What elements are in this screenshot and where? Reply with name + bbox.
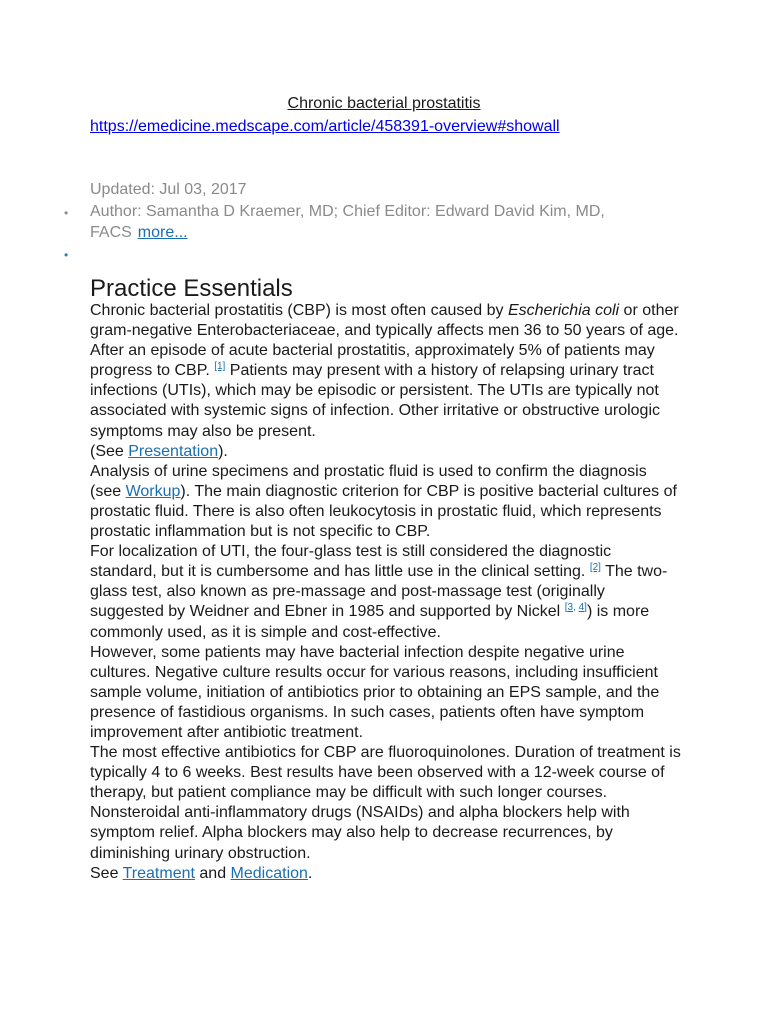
- updated-date: Updated: Jul 03, 2017: [90, 181, 247, 198]
- treatment-link[interactable]: Treatment: [122, 864, 195, 882]
- author-text: Author: Samantha D Kraemer, MD; Chief Editor: Edward David Kim, MD, FACS: [90, 203, 605, 241]
- text-span: or other gram-negative Enterobacteriaceae, and typically affects men 36 to 50 years of age. After an episode of acute bacterial prostatitis, approximately 5% of patients may progress to CBP.: [90, 302, 679, 380]
- author-line: [90, 201, 650, 243]
- text-span: Analysis of urine specimens and prostatic fluid is used to confirm the diagnosis (see: [90, 462, 647, 500]
- medication-link[interactable]: Medication: [230, 864, 308, 882]
- workup-link[interactable]: Workup: [125, 482, 181, 500]
- text-span: See: [90, 864, 123, 882]
- paragraph-antibiotics: The most effective antibiotics for CBP are fluoroquinolones. Duration of treatment is typically 4 to 6 weeks. Best results have been observed with a 12-week course of therapy, but patient compliance may be difficult with such longer courses. Nonsteroidal anti-inflammatory drugs (NSAIDs) and alpha blockers help with symptom relief. Alpha blockers may also help to decrease recurrences, by diminishing urinary obstruction.: [90, 744, 681, 862]
- text-span: Patients may present with a history of relapsing urinary tract infections (UTIs), which may be episodic or persistent. The UTIs are typically not associated with systemic signs of infection. Other irritative or obstructive urologic symptoms may also be present.: [90, 362, 661, 440]
- text-span: Chronic bacterial prostatitis (CBP) is most often caused by: [90, 302, 508, 319]
- paragraph-see-treatment: [90, 864, 682, 884]
- article-url-link[interactable]: https://emedicine.medscape.com/article/458391-overview#showall: [90, 118, 560, 135]
- more-link[interactable]: more...: [137, 224, 188, 241]
- paragraph-diagnosis: [90, 462, 682, 542]
- section-heading: Practice Essentials: [90, 275, 293, 302]
- ref-separator: ,: [573, 602, 579, 614]
- reference-2[interactable]: [590, 562, 601, 573]
- organism-name: Escherichia coli: [507, 302, 620, 319]
- reference-link[interactable]: [2]: [589, 562, 601, 574]
- text-span: For localization of UTI, the four-glass test is still considered the diagnostic standard, but it is cumbersome and has little use in the clinical setting.: [90, 543, 612, 581]
- reference-3-4: [565, 602, 587, 613]
- paragraph-see-presentation: [90, 442, 682, 462]
- paragraph-negative-cultures: However, some patients may have bacterial infection despite negative urine cultures. Negative culture results occur for various reasons, including insufficient sample volume, initiation of antibiotics prior to obtaining an EPS sample, and the presence of fastidious organisms. In such cases, patients often have symptom improvement after antibiotic treatment.: [90, 643, 660, 741]
- article-body: [90, 301, 682, 884]
- ref-bracket: [: [564, 602, 568, 614]
- text-span: .: [307, 864, 313, 882]
- ref-bracket: ]: [584, 602, 587, 614]
- bullet-icon: •: [64, 248, 69, 262]
- bullet-icon: •: [64, 206, 69, 220]
- paragraph-intro: [90, 301, 682, 442]
- presentation-link[interactable]: Presentation: [128, 442, 219, 460]
- reference-1[interactable]: [214, 361, 225, 372]
- text-span: ). The main diagnostic criterion for CBP is positive bacterial cultures of prostatic fluid. There is also often leukocytosis in prostatic fluid, which represents prostatic inflammation but is not specific to CBP.: [90, 482, 677, 541]
- text-span: ) is more commonly used, as it is simple and cost-effective.: [90, 603, 650, 641]
- document-title: Chronic bacterial prostatitis: [287, 95, 481, 112]
- reference-link[interactable]: [1]: [214, 361, 226, 373]
- text-span: ).: [218, 442, 228, 460]
- reference-link[interactable]: 4: [578, 602, 585, 614]
- paragraph-localization: [90, 542, 682, 642]
- text-span: The two-glass test, also known as pre-massage and post-massage test (originally suggested by Weidner and Ebner in 1985 and supported by Nickel: [90, 563, 668, 621]
- text-span: (See: [90, 442, 129, 460]
- reference-link[interactable]: 3: [567, 602, 574, 614]
- text-span: and: [194, 864, 231, 882]
